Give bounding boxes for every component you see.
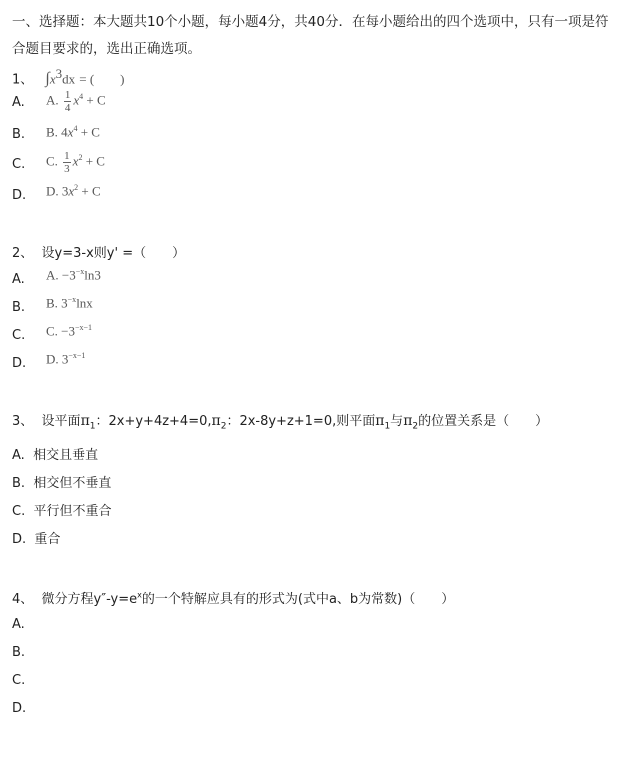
q3-option-b[interactable]: B. 相交但不垂直 (12, 476, 112, 491)
question-4-stem: 4、 微分方程$y''-y=e^x$的一个特解应具有的形式为(式中a、b为常数)（ ） (12, 590, 455, 607)
question-1-stem: 1、 $\int x^3dx$ = ( ) (12, 66, 125, 88)
q3-option-c[interactable]: C. 平行但不重合 (12, 504, 112, 519)
q1-option-a[interactable]: A. A. $\frac{1}{4}$ $x^4 + C$ (12, 89, 106, 114)
option-formula: A. $\frac{1}{4}$ $x^4 + C$ (46, 89, 106, 114)
q2-option-d[interactable]: D. D. $3^{-x-1}$ (12, 351, 86, 371)
q2-option-b[interactable]: B. B. $3^{-x}\ln x$ (12, 295, 93, 315)
q1-option-b[interactable]: B. B. $4x^4 + C$ (12, 124, 100, 142)
question-3-stem: 3、 设平面$\pi_1$：$2x+y+4z+4=0,\pi_2$：2x-8y+z+1=0,则平面$\pi_1$与$\pi_2$的位置关系是（ ） (12, 413, 549, 432)
q4-option-b[interactable]: B. (12, 645, 26, 660)
q4-option-d[interactable]: D. (12, 701, 27, 716)
question-2-stem: 2、 设y=3-x则y' =（ ） (12, 246, 186, 261)
option-formula: C. $\frac{1}{3}$ $x^2 + C$ (46, 150, 105, 175)
option-formula: D. $3^{-x-1}$ (46, 351, 86, 367)
option-formula: B. $4x^4 + C$ (46, 124, 100, 140)
option-formula: B. $3^{-x}\ln x$ (46, 295, 93, 311)
option-formula: A. $-3^{-x}\ln 3$ (46, 267, 101, 283)
q4-option-c[interactable]: C. (12, 673, 26, 688)
integral-sign: ∫ (45, 70, 50, 88)
q2-option-c[interactable]: C. C. $-3^{-x-1}$ (12, 323, 93, 343)
q1-option-d[interactable]: D. D. $3x^2 + C$ (12, 183, 101, 203)
option-formula: D. $3x^2 + C$ (46, 183, 101, 199)
question-number: 1、 (12, 72, 34, 88)
intro-line-2: 合题目要求的，选出正确选项。 (12, 41, 201, 57)
q4-option-a[interactable]: A. (12, 617, 25, 632)
q3-option-d[interactable]: D. 重合 (12, 532, 61, 547)
option-formula: C. $-3^{-x-1}$ (46, 323, 93, 339)
q1-option-c[interactable]: C. C. $\frac{1}{3}$ $x^2 + C$ (12, 150, 105, 175)
q2-option-a[interactable]: A. A. $-3^{-x}\ln 3$ (12, 267, 101, 287)
intro-line-1: 一、选择题：本大题共10个小题，每小题4分，共40分．在每小题给出的四个选项中，只有一项是符 (12, 14, 609, 30)
q3-option-a[interactable]: A. 相交且垂直 (12, 448, 99, 463)
